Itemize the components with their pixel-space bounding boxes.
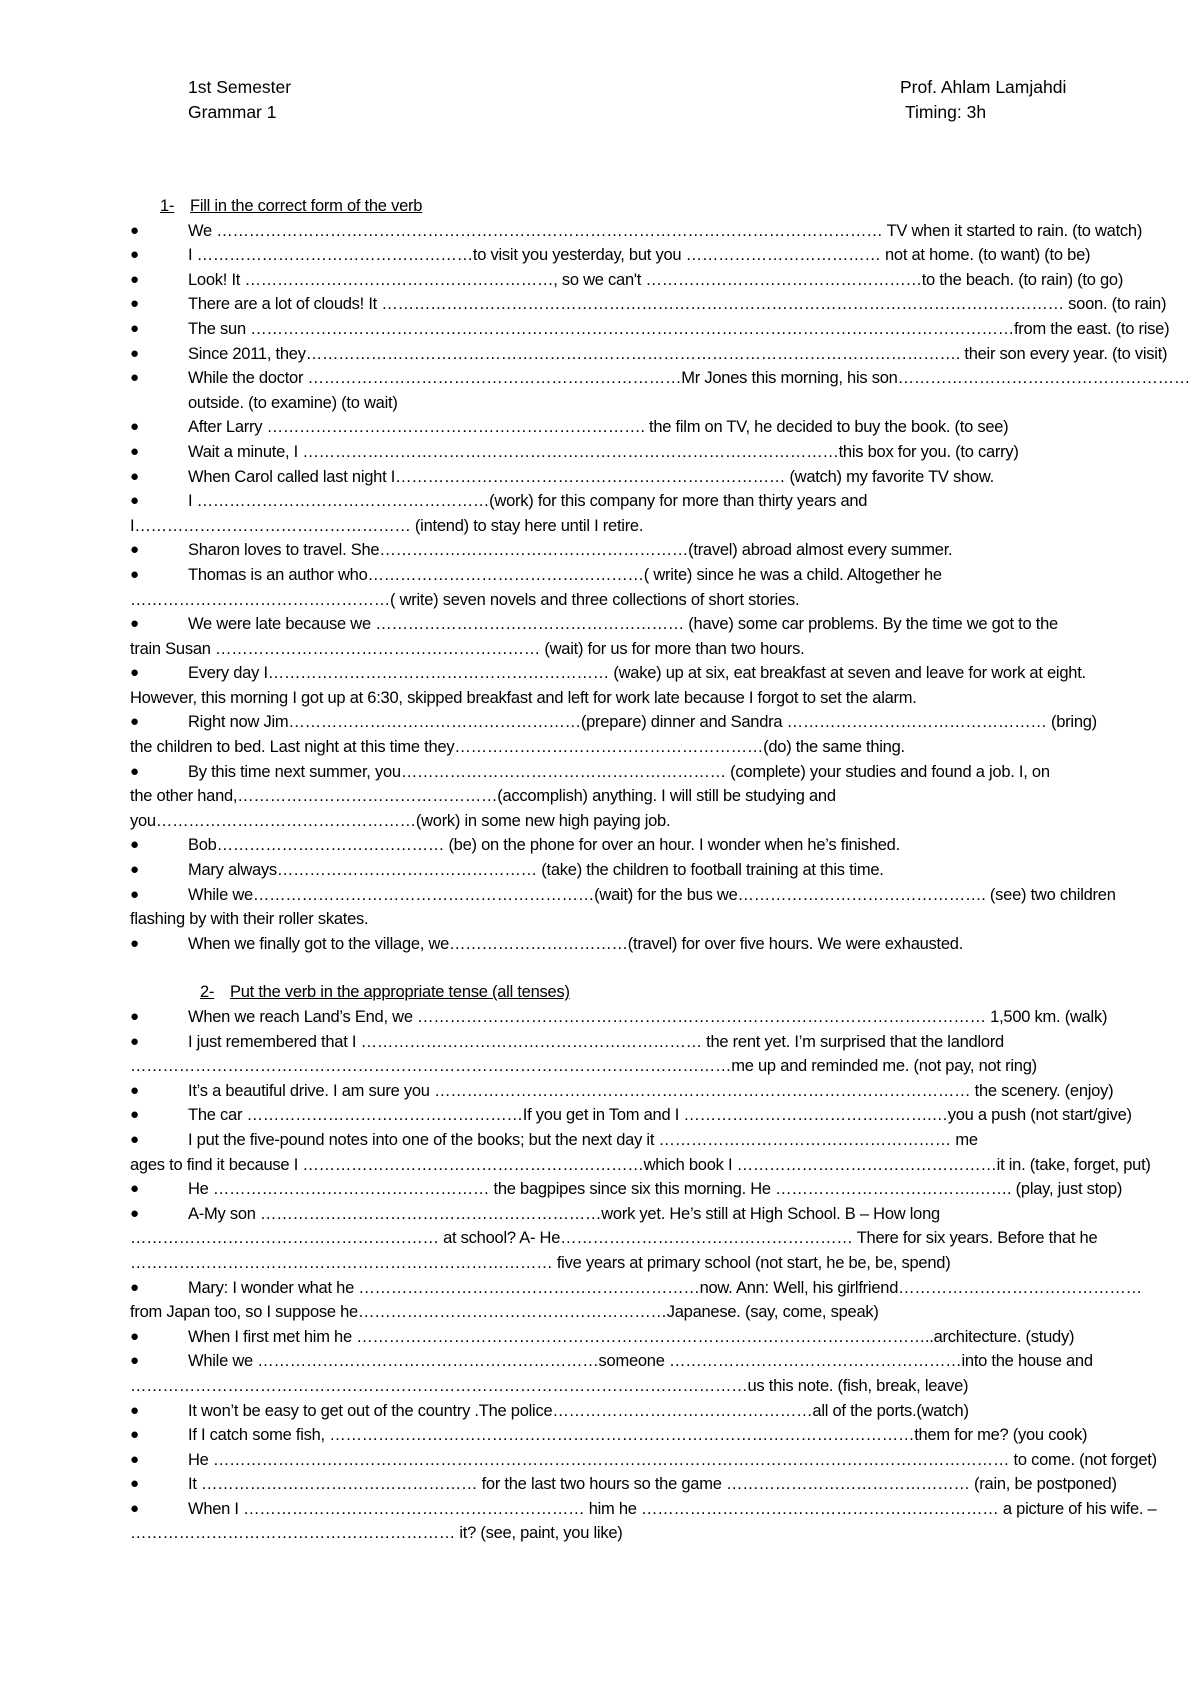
item-text: He …………………………………………… the bagpipes since six this morning. He ……………………………….……. (play, just stop) <box>188 1180 1123 1199</box>
bullet-icon: ● <box>130 1008 139 1025</box>
bullet-icon: ● <box>130 369 139 387</box>
item-text: When I ……………………………………………………… him he ………………………………………………………… a picture of his wife. – <box>188 1499 1157 1518</box>
item-continuation: ……………………………………………………………………………………………………us this note. (fish, break, leave) <box>130 1376 969 1395</box>
list-item <box>130 1423 1105 1448</box>
bullet-icon: ● <box>130 221 139 239</box>
item-text: Look! It …………………………………………………, so we can't ……………………………………………to the beach. (to rain) (to go) <box>188 270 1124 289</box>
list-item <box>130 661 1105 686</box>
bullet-icon: ● <box>130 1032 139 1050</box>
bullet-icon: ● <box>130 1352 139 1370</box>
item-continuation: …………………………………………( write) seven novels and three collections of short stories. <box>130 590 800 609</box>
list-item <box>130 219 1143 244</box>
item-text: Mary always………………………………………… (take) the children to football training at this time. <box>188 861 884 880</box>
section-1-heading: Fill in the correct form of the verb <box>190 197 423 215</box>
item-text: Mary: I wonder what he ………………………………………………………now. Ann: Well, his girlfriend……………………………………… <box>188 1278 1142 1297</box>
bullet-icon: ● <box>130 934 139 952</box>
list-item <box>130 1497 1157 1522</box>
bullet-icon: ● <box>130 295 139 313</box>
item-continuation: the other hand,…………………………………………(accomplish) anything. I will still be studying and <box>130 787 836 806</box>
professor-label: Prof. Ahlam Lamjahdi <box>900 77 1067 97</box>
list-item <box>130 563 1105 588</box>
list-item <box>130 1202 1105 1227</box>
list-item <box>130 612 1105 637</box>
list-item <box>130 1325 1105 1350</box>
item-text: He ………………………………………………………………………………………………………………………………… to come. (not forget) <box>188 1450 1157 1469</box>
item-text: Bob…………………………………… (be) on the phone for over an hour. I wonder when he’s finished. <box>188 836 900 855</box>
item-text: We …………………………………………………………………………………………………………… TV when it started to rain. (to watch) <box>188 221 1143 240</box>
item-text: If I catch some fish, ………………………………………………………………………………………………them for me? (you cook) <box>188 1426 1088 1445</box>
bullet-icon: ● <box>130 1426 139 1444</box>
list-item <box>130 415 1105 440</box>
item-text: While we………………………………………………………(wait) for the bus we………………………………………. (see) two children <box>188 885 1116 904</box>
item-continuation: you…………………………………………(work) in some new high paying job. <box>130 811 671 830</box>
bullet-icon: ● <box>130 1130 139 1148</box>
item-text: By this time next summer, you…………………………………………………… (complete) your studies and found a job. I, on <box>188 762 1050 781</box>
item-continuation: However, this morning I got up at 6:30, skipped breakfast and left for work late because I forgot to set the alarm. <box>130 688 917 707</box>
bullet-icon: ● <box>130 1180 139 1198</box>
bullet-icon: ● <box>130 442 139 460</box>
item-text: When we finally got to the village, we……………………………(travel) for over five hours. We were exhausted. <box>188 934 964 953</box>
bullet-icon: ● <box>130 713 139 731</box>
header <box>188 75 1088 125</box>
bullet-icon: ● <box>130 418 139 436</box>
item-text: I ………………………………………………(work) for this company for more than thirty years and <box>188 492 868 511</box>
item-continuation: flashing by with their roller skates. <box>130 910 369 929</box>
semester-label: 1st Semester <box>188 77 292 97</box>
section-1-number: 1- <box>160 197 175 215</box>
item-text: While we ………………………………………………………someone ………………………………………………into the house and <box>188 1352 1093 1371</box>
section-2-number: 2- <box>200 983 215 1002</box>
bullet-icon: ● <box>130 565 139 583</box>
item-text: Sharon loves to travel. She…………………………………………………(travel) abroad almost every summer. <box>188 541 953 560</box>
list-item <box>130 1030 1105 1055</box>
item-text: While the doctor ……………………………………………………………Mr Jones this morning, his son……………………………………………… <box>188 369 1191 388</box>
item-text: It won’t be easy to get out of the country .The police…………………………………………all of the ports.(watch) <box>188 1401 969 1420</box>
list-item <box>130 1079 1114 1104</box>
item-text: It’s a beautiful drive. I am sure you ……………………………………………………………………………………… the scenery. (enjoy) <box>188 1081 1114 1100</box>
item-text: Right now Jim………………………………………………(prepare) dinner and Sandra ………………………………………… (bring) <box>188 713 1097 732</box>
item-continuation: train Susan …………………………………………………… (wait) for us for more than two hours. <box>130 639 805 658</box>
item-text: The sun ……………………………………………………………………………………………………………………………from the east. (to rise) <box>188 319 1170 338</box>
item-text: When Carol called last night I……………………………………………………………… (watch) my favorite TV show. <box>188 467 994 486</box>
bullet-icon: ● <box>130 270 139 288</box>
bullet-icon: ● <box>130 467 139 485</box>
item-continuation: …………………………………………………… it? (see, paint, you like) <box>130 1524 623 1543</box>
course-label: Grammar 1 <box>188 102 277 122</box>
list-item <box>130 760 1105 785</box>
bullet-icon: ● <box>130 319 139 337</box>
item-continuation: outside. (to examine) (to wait) <box>188 393 398 412</box>
section-1-title <box>130 194 1105 219</box>
list-item <box>130 342 1168 367</box>
list-item <box>130 243 1105 268</box>
bullet-icon: ● <box>130 885 139 903</box>
item-text: Thomas is an author who……………………………………………( write) since he was a child. Altogether he <box>188 565 942 584</box>
item-text: When I first met him he ……………………………………………………………………………………………..architecture. (study) <box>188 1327 1075 1346</box>
item-continuation: …………………………………………………………………………………………………me up and reminded me. (not pay, not ring) <box>130 1057 1037 1076</box>
bullet-icon: ● <box>130 344 139 362</box>
item-text: It …………………………………………… for the last two hours so the game ……………………………………… (rain, be postponed) <box>188 1475 1117 1494</box>
bullet-icon: ● <box>130 541 139 559</box>
list-item <box>130 440 1105 465</box>
item-continuation: from Japan too, so I suppose he…………………………………………………Japanese. (say, come, speak) <box>130 1303 879 1322</box>
bullet-icon: ● <box>130 1401 139 1419</box>
list-item <box>130 268 1124 293</box>
list-item <box>130 858 1105 883</box>
bullet-icon: ● <box>130 836 139 854</box>
list-item <box>130 317 1170 342</box>
list-item <box>130 1276 1142 1301</box>
item-text: There are a lot of clouds! It ……………………………………………………………………………………………………………… soon. (to rain) <box>188 295 1167 314</box>
list-item <box>130 1128 1105 1153</box>
list-item <box>130 366 1191 391</box>
list-item <box>130 1005 1108 1030</box>
list-item <box>130 833 1105 858</box>
list-item <box>130 465 1105 490</box>
item-continuation: …………………………………………………………………… five years at primary school (not start, he be, be, spend) <box>130 1253 951 1272</box>
item-text: The car ……………………………………………If you get in Tom and I ……………………………………….…you a push (not start/give) <box>188 1106 1132 1125</box>
bullet-icon: ● <box>130 1106 139 1124</box>
bullet-icon: ● <box>130 492 139 510</box>
list-item <box>130 1349 1105 1374</box>
item-text: I ……………………………………………to visit you yesterday, but you ……………………………… not at home. (to want) (to be) <box>188 246 1091 265</box>
item-text: When we reach Land’s End, we …………………………………………………………………………………………… 1,500 km. (walk) <box>188 1008 1108 1026</box>
item-text: Every day I……………………………………………………… (wake) up at six, eat breakfast at seven and leave for work at eight. <box>188 664 1086 683</box>
item-continuation: the children to bed. Last night at this time they…………………………………………………(do) the same thing. <box>130 738 905 757</box>
list-item <box>130 883 1116 908</box>
list-item <box>130 1399 1105 1424</box>
bullet-icon: ● <box>130 1327 139 1345</box>
exercise-content <box>130 194 1191 1546</box>
item-text: After Larry ……………………………………………………………. the film on TV, he decided to buy the book. (to see) <box>188 418 1009 437</box>
bullet-icon: ● <box>130 1499 139 1517</box>
list-item <box>130 1472 1117 1497</box>
bullet-icon: ● <box>130 615 139 633</box>
timing-label: Timing: 3h <box>905 102 987 122</box>
item-text: Since 2011, they…………………………………………………………………………………………………………. their son every year. (to visit) <box>188 344 1168 363</box>
list-item <box>130 489 1105 514</box>
bullet-icon: ● <box>130 1204 139 1222</box>
item-text: Wait a minute, I ………………………………………………………………………………………this box for you. (to carry) <box>188 442 1019 461</box>
list-item <box>130 932 1105 957</box>
bullet-icon: ● <box>130 1081 139 1099</box>
list-item <box>130 538 1105 563</box>
bullet-icon: ● <box>130 1450 139 1468</box>
list-item <box>130 1177 1123 1202</box>
list-item <box>130 292 1167 317</box>
item-text: I put the five-pound notes into one of the books; but the next day it ……………………………………………… me <box>188 1130 978 1149</box>
bullet-icon: ● <box>130 1278 139 1296</box>
bullet-icon: ● <box>130 664 139 682</box>
item-continuation: I…………………………………………… (intend) to stay here until I retire. <box>130 516 644 535</box>
section-2-title <box>130 980 1105 1005</box>
bullet-icon: ● <box>130 861 139 879</box>
list-item <box>130 1448 1157 1473</box>
bullet-icon: ● <box>130 1475 139 1493</box>
section-2-heading: Put the verb in the appropriate tense (all tenses) <box>230 983 570 1002</box>
item-continuation: ages to find it because I ………………………………………………………which book I …………………………………………it in. (take, forget, put) <box>130 1155 1151 1174</box>
item-text: We were late because we ………………………………………………… (have) some car problems. By the time we got to the <box>188 615 1058 634</box>
bullet-icon: ● <box>130 246 139 264</box>
list-item <box>130 1103 1132 1128</box>
item-text: I just remembered that I ……………………………………………………… the rent yet. I’m surprised that the landlord <box>188 1032 1004 1051</box>
item-continuation: ………………………………………………… at school? A- He……………………………………………… There for six years. Before that he <box>130 1229 1098 1248</box>
bullet-icon: ● <box>130 762 139 780</box>
item-text: A-My son ………………………………………………………work yet. He’s still at High School. B – How long <box>188 1204 940 1223</box>
list-item <box>130 710 1105 735</box>
